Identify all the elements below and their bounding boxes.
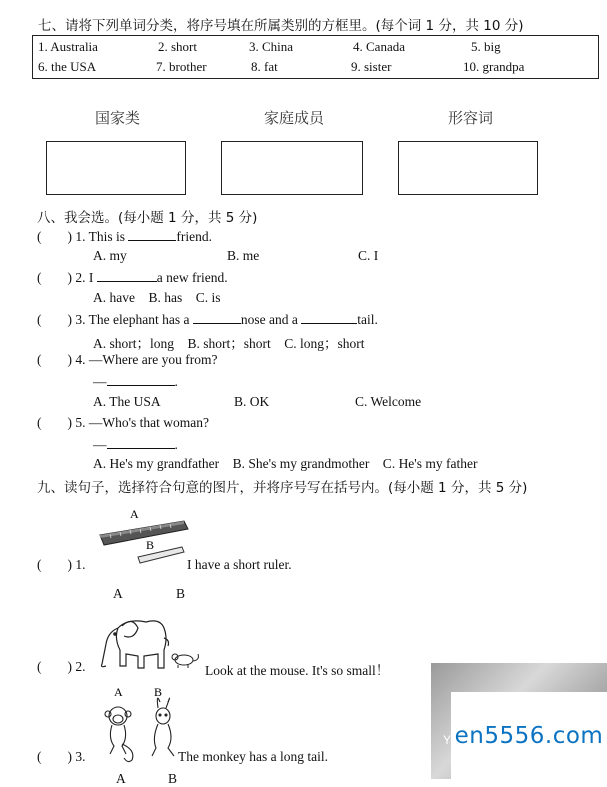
- rulers-illustration: [98, 505, 190, 567]
- pic-question-1: ( ) 1.: [37, 557, 86, 572]
- word-item: 10. grandpa: [463, 59, 525, 74]
- animal-label-a: A: [114, 685, 123, 699]
- word-item: 9. sister: [351, 59, 392, 74]
- watermark-logo: en5556.com: [451, 692, 607, 779]
- option-c: C. I: [358, 248, 379, 263]
- word-item: 2. short: [158, 39, 197, 54]
- ruler-label-a: A: [130, 507, 139, 521]
- answer-line[interactable]: — .: [93, 374, 178, 389]
- answer-box-countries[interactable]: [46, 141, 186, 195]
- monkey-rabbit-illustration: [100, 684, 190, 766]
- row-label-b: B: [168, 771, 178, 786]
- category-label-countries: 国家类: [95, 109, 141, 127]
- category-label-adjectives: 形容词: [448, 109, 494, 127]
- question-4: ( ) 4. —Where are you from?: [37, 352, 218, 367]
- word-item: 7. brother: [156, 59, 207, 74]
- option-b: B. me: [227, 248, 260, 263]
- option-c: C. Welcome: [355, 394, 422, 409]
- pic-sentence-3: The monkey has a long tail.: [178, 749, 328, 764]
- ruler-label-b: B: [146, 538, 155, 552]
- answer-blank[interactable]: [193, 311, 241, 324]
- answer-blank[interactable]: [128, 228, 176, 241]
- pic-sentence-1: I have a short ruler.: [187, 557, 292, 572]
- pic-question-2: ( ) 2.: [37, 659, 86, 674]
- question-2: ( ) 2. I a new friend.: [37, 270, 228, 285]
- question-1: ( ) 1. This is friend.: [37, 229, 212, 244]
- option-b: B. OK: [234, 394, 270, 409]
- answer-blank[interactable]: [301, 311, 357, 324]
- answer-line[interactable]: — .: [93, 437, 178, 452]
- answer-box-family[interactable]: [221, 141, 363, 195]
- question-5: ( ) 5. —Who's that woman?: [37, 415, 210, 430]
- word-bank-box: [32, 35, 599, 79]
- word-item: 4. Canada: [353, 39, 405, 54]
- answer-blank[interactable]: [97, 269, 157, 282]
- elephant-mouse-illustration: [98, 614, 202, 674]
- pic-question-3: ( ) 3.: [37, 749, 86, 764]
- pic-sentence-2: Look at the mouse. It's so small！: [205, 663, 390, 678]
- row-label-a: A: [116, 771, 126, 786]
- row-label-a: A: [113, 586, 123, 601]
- word-item: 3. China: [249, 39, 294, 54]
- question-3-options: A. short；long B. short；short C. long；short: [93, 336, 365, 351]
- option-a: A. The USA: [93, 394, 161, 409]
- question-2-options: A. have B. has C. is: [93, 290, 221, 305]
- animal-label-b: B: [154, 685, 163, 699]
- word-item: 6. the USA: [38, 59, 97, 74]
- question-3: ( ) 3. The elephant has a nose and a tail.: [37, 312, 378, 327]
- category-label-family: 家庭成员: [264, 109, 325, 127]
- word-item: 8. fat: [251, 59, 278, 74]
- word-item: 1. Australia: [38, 39, 98, 54]
- option-a: A. my: [93, 248, 127, 263]
- section9-heading: 九、读句子，选择符合句意的图片，并将序号写在括号内。(每小题 1 分，共 5 分): [37, 480, 528, 496]
- word-item: 5. big: [471, 39, 501, 54]
- answer-box-adjectives[interactable]: [398, 141, 538, 195]
- row-label-b: B: [176, 586, 186, 601]
- watermark-partial-letter: Y: [443, 733, 452, 747]
- section7-heading: 七、请将下列单词分类，将序号填在所属类别的方框里。(每个词 1 分，共 10 分): [38, 18, 524, 34]
- question-5-options: A. He's my grandfather B. She's my grandmother C. He's my father: [93, 456, 478, 471]
- section8-heading: 八、我会选。(每小题 1 分，共 5 分): [37, 210, 258, 226]
